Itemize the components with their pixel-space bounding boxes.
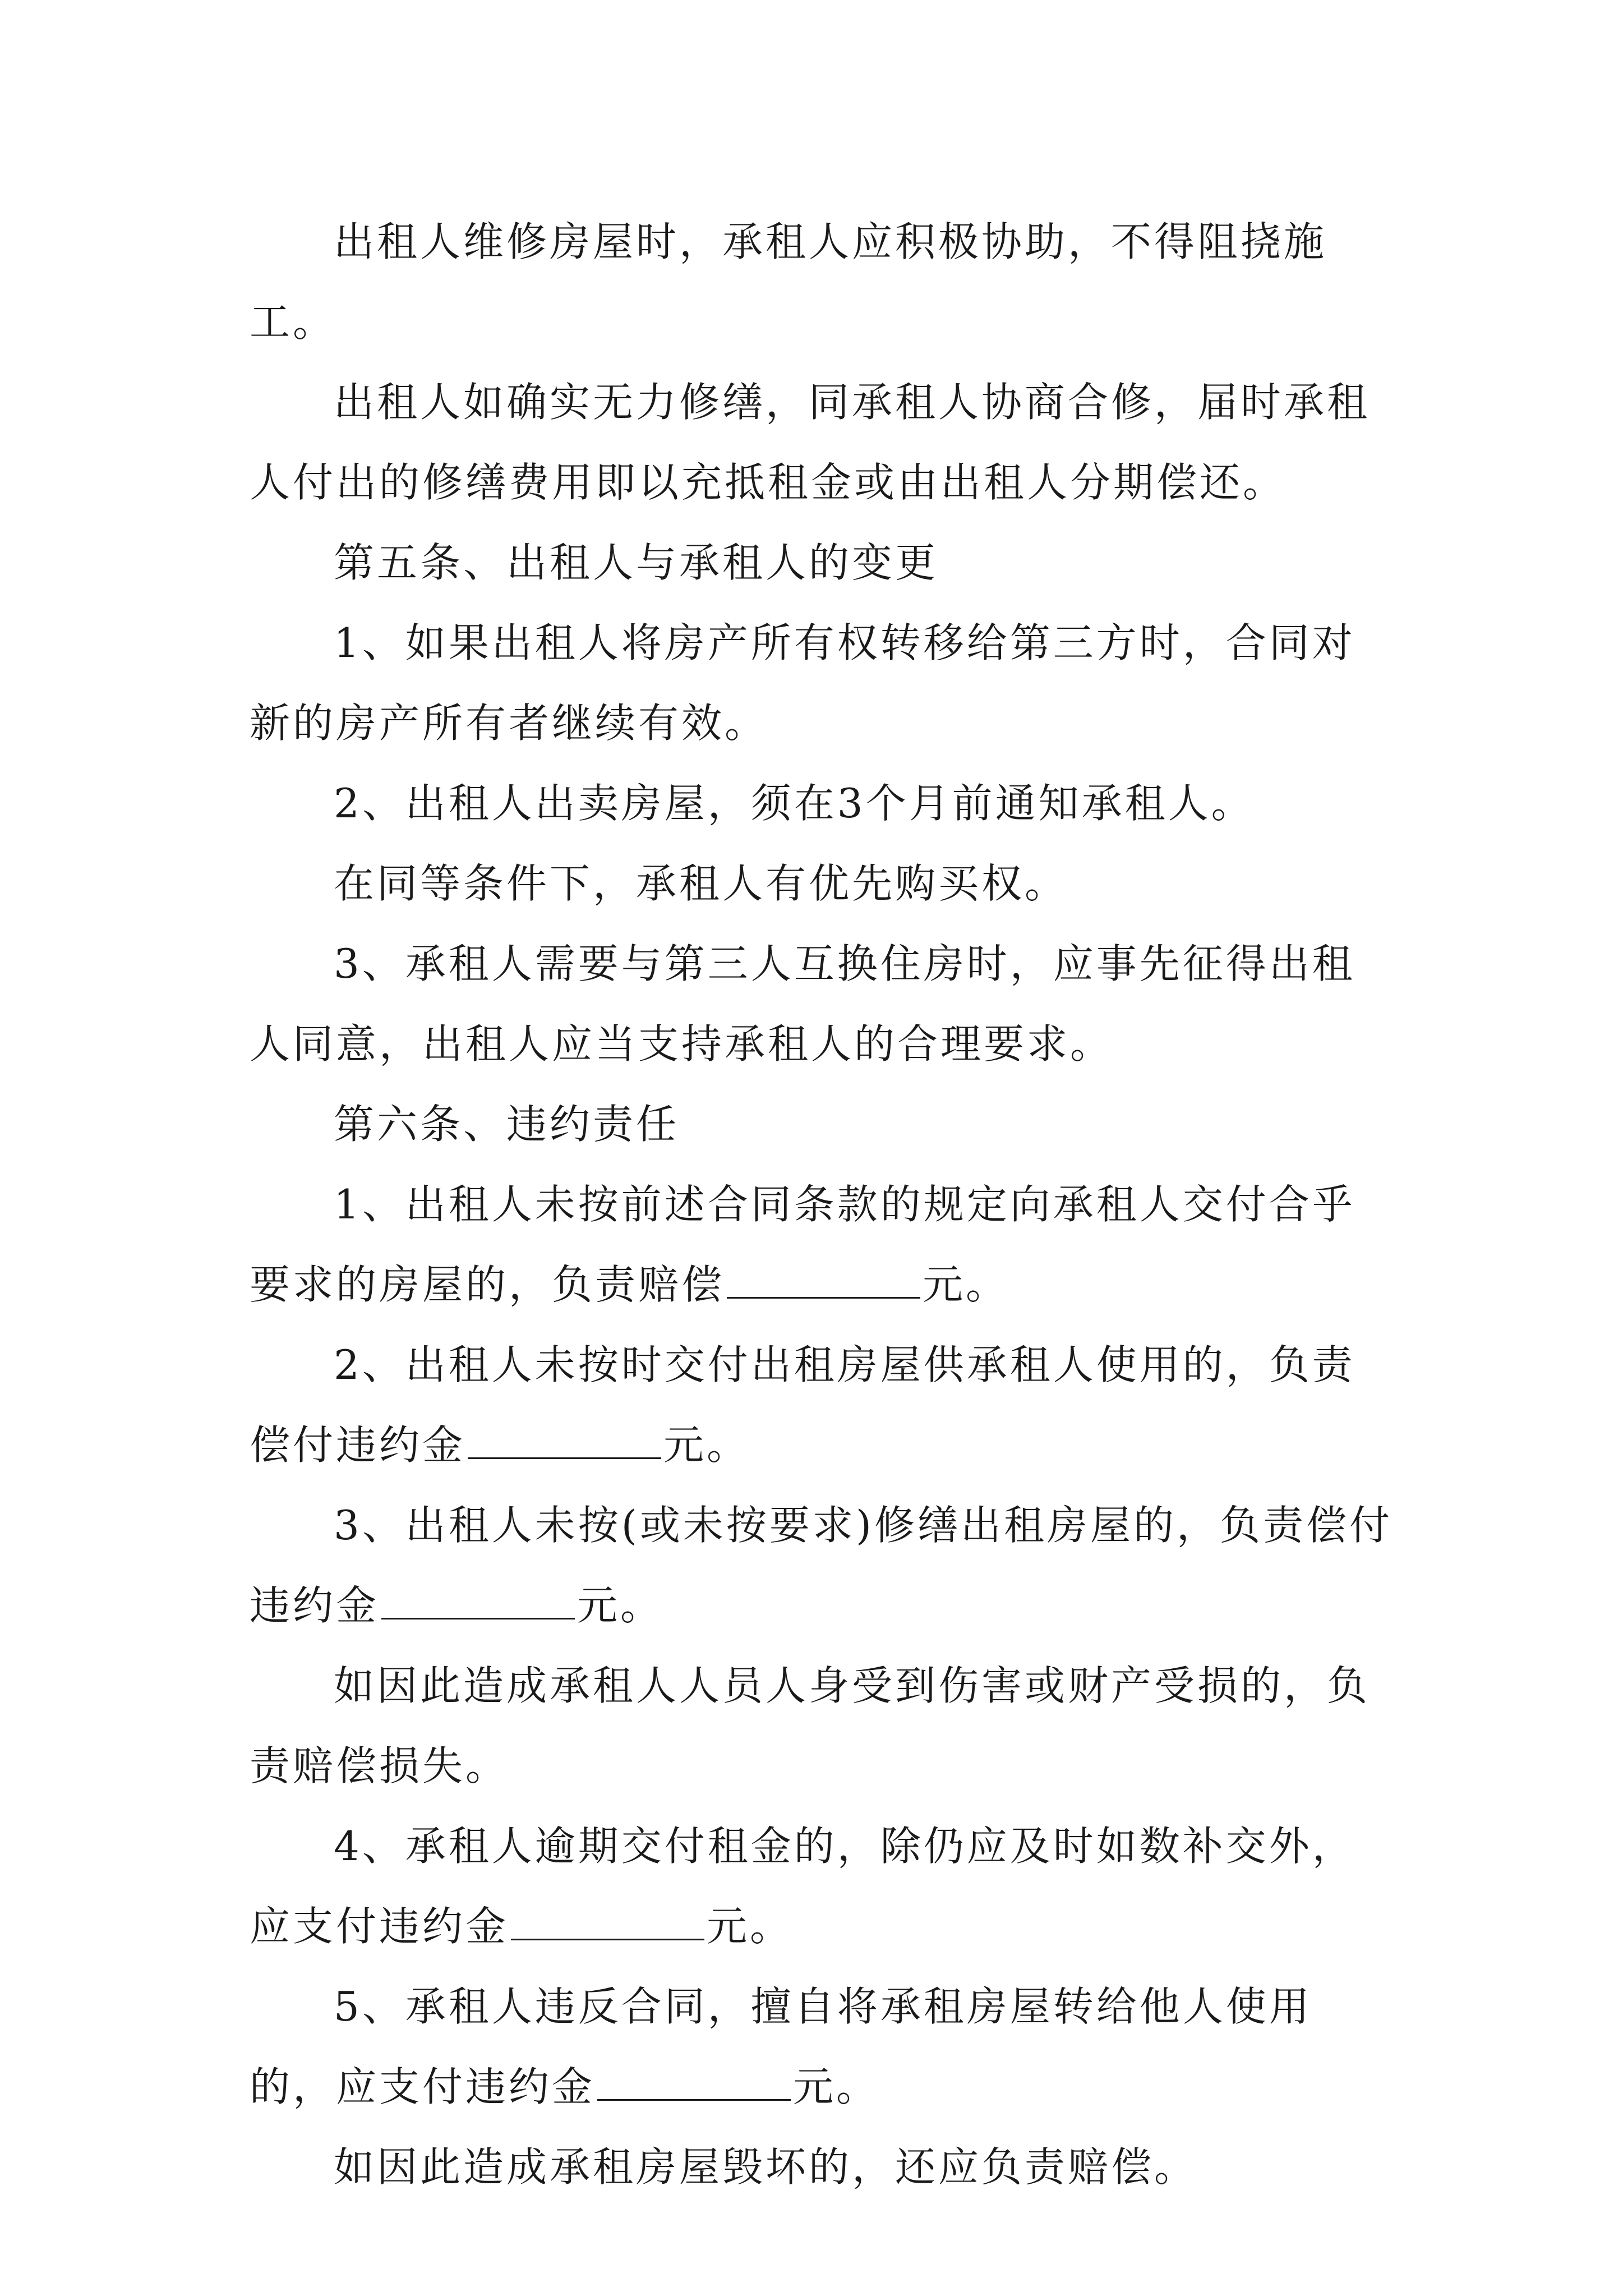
paragraph-suffix: 元。	[577, 1582, 664, 1629]
fill-in-blank[interactable]	[727, 1262, 920, 1299]
paragraph-text: 2、出租人未按时交付出租房屋供承租人使用的，负责偿付违约金	[250, 1341, 1355, 1469]
paragraph	[250, 202, 1394, 362]
paragraph-text: 如因此造成承租房屋毁坏的，还应负责赔偿。	[334, 2143, 1198, 2191]
paragraph	[250, 1165, 1394, 1325]
paragraph-text: 如因此造成承租人人员人身受到伤害或财产受损的，负责赔偿损失。	[250, 1662, 1371, 1789]
section-heading	[250, 1084, 1394, 1165]
paragraph-text: 3、出租人未按(或未按要求)修缮出租房屋的，负责偿付违约金	[250, 1502, 1393, 1629]
paragraph	[250, 1806, 1394, 1967]
paragraph	[250, 844, 1394, 924]
paragraph	[250, 1325, 1394, 1485]
fill-in-blank[interactable]	[597, 2064, 791, 2101]
paragraph-text: 第五条、出租人与承租人的变更	[334, 539, 939, 586]
document-page	[250, 202, 1394, 2207]
paragraph-suffix: 元。	[923, 1261, 1009, 1308]
paragraph-text: 第六条、违约责任	[334, 1101, 680, 1148]
paragraph	[250, 1646, 1394, 1806]
paragraph-text: 1、如果出租人将房产所有权转移给第三方时，合同对新的房产所有者继续有效。	[250, 619, 1355, 747]
paragraph-suffix: 元。	[663, 1421, 750, 1469]
paragraph-text: 在同等条件下，承租人有优先购买权。	[334, 860, 1068, 907]
paragraph-suffix: 元。	[707, 1903, 794, 1950]
section-heading	[250, 523, 1394, 603]
paragraph	[250, 362, 1394, 523]
fill-in-blank[interactable]	[381, 1583, 575, 1619]
paragraph-text: 出租人如确实无力修缮，同承租人协商合修，届时承租人付出的修缮费用即以充抵租金或由出租人分期偿还。	[250, 379, 1371, 506]
paragraph-text: 3、承租人需要与第三人互换住房时，应事先征得出租人同意，出租人应当支持承租人的合理要求。	[250, 940, 1355, 1068]
paragraph-text: 1、出租人未按前述合同条款的规定向承租人交付合乎要求的房屋的，负责赔偿	[250, 1181, 1355, 1308]
fill-in-blank[interactable]	[511, 1904, 704, 1940]
paragraph-text: 4、承租人逾期交付租金的，除仍应及时如数补交外，应支付违约金	[250, 1823, 1355, 1950]
paragraph-suffix: 元。	[793, 2063, 880, 2110]
paragraph	[250, 924, 1394, 1084]
paragraph	[250, 603, 1394, 763]
paragraph	[250, 1967, 1394, 2127]
paragraph	[250, 1485, 1394, 1646]
paragraph-text: 出租人维修房屋时，承租人应积极协助，不得阻挠施工。	[250, 218, 1327, 346]
paragraph	[250, 763, 1394, 844]
paragraph-text: 2、出租人出卖房屋，须在3个月前通知承租人。	[334, 780, 1255, 827]
paragraph-text: 5、承租人违反合同，擅自将承租房屋转给他人使用的，应支付违约金	[250, 1983, 1312, 2110]
fill-in-blank[interactable]	[468, 1423, 661, 1459]
paragraph	[250, 2127, 1394, 2207]
